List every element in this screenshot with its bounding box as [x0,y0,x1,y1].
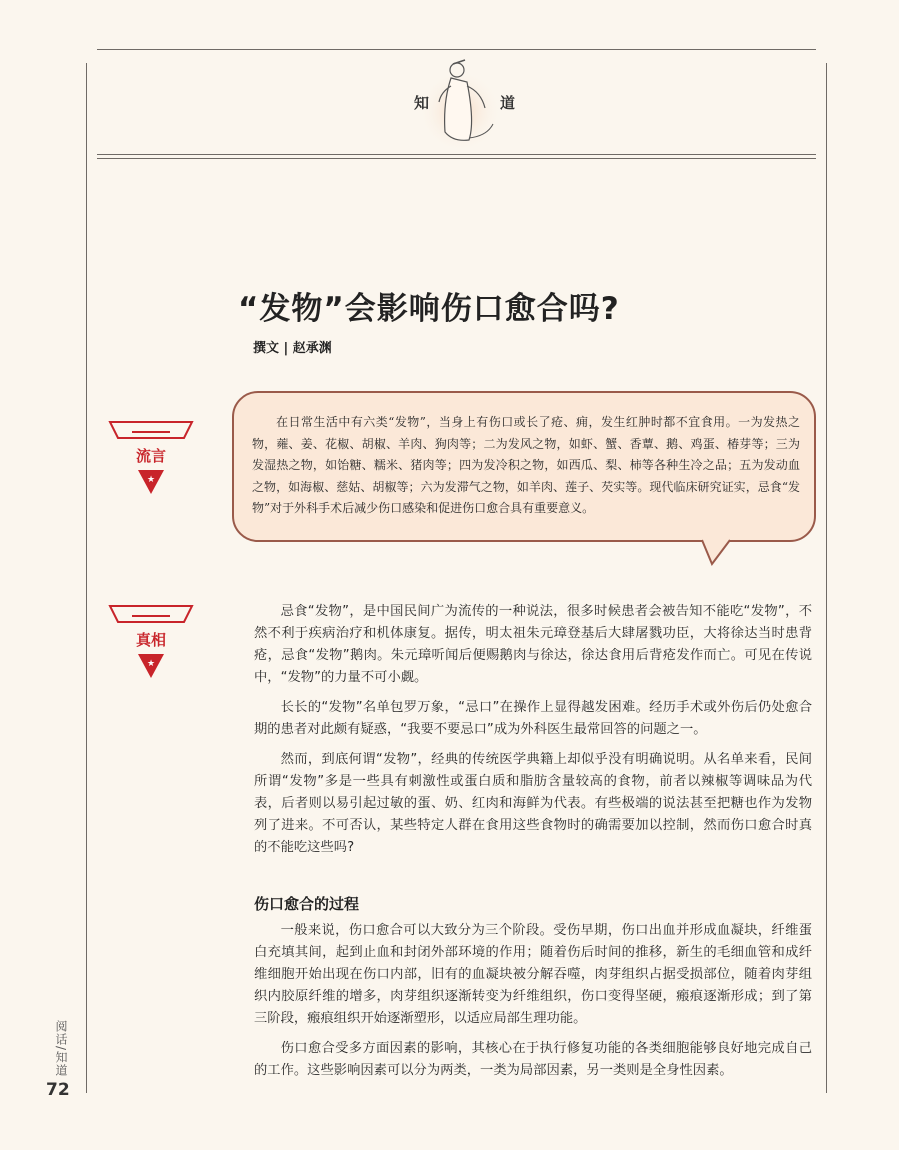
top-rule [97,49,816,50]
column-tag: 阅话/知道 [54,1020,68,1078]
truth-marker [108,602,194,678]
article-title: “发物”会影响伤口愈合吗? [238,291,620,327]
page-number: 72 [46,1080,70,1100]
section-paragraph: 伤口愈合受多方面因素的影响，其核心在于执行修复功能的各类细胞能够良好地完成自己的工作。这些影响因素可以分为两类，一类为局部因素，另一类则是全身性因素。 [254,1041,812,1078]
section-body [254,920,812,1090]
header-char-right: 道 [500,94,516,112]
rumor-marker [108,418,194,494]
svg-text:★: ★ [146,659,156,669]
header-rule-2 [97,158,816,159]
svg-text:★: ★ [146,475,156,485]
right-frame-rule [826,63,827,1093]
truth-body [254,601,812,867]
truth-paragraph: 忌食“发物”，是中国民间广为流传的一种说法，很多时候患者会被告知不能吃“发物”，不然不利于疾病治疗和机体康复。据传，明太祖朱元璋登基后大肆屠戮功臣，大将徐达当时患背疮，忌食“发物”鹅肉。朱元璋听闻后便赐鹅肉与徐达，徐达食用后背疮发作而亡。可见在传说中，“发物”的力量不可小觑。 [254,604,812,685]
article-byline: 撰文 | 赵承渊 [253,341,332,356]
truth-paragraph: 长长的“发物”名单包罗万象，“忌口”在操作上显得越发困难。经历手术或外伤后仍处愈合期的患者对此颇有疑惑，“我要不要忌口”成为外科医生最常回答的问题之一。 [254,700,812,737]
header-char-left: 知 [414,94,430,112]
rumor-paragraph: 在日常生活中有六类“发物”，当身上有伤口或长了疮、痈，发生红肿时都不宜食用。一为发热之物，蕹、姜、花椒、胡椒、羊肉、狗肉等；二为发风之物，如虾、蟹、香蕈、鹅、鸡蛋、椿芽等；三为发湿热之物，如饴糖、糯米、猪肉等；四为发冷积之物，如西瓜、梨、柿等各种生冷之品；五为发动血之物，如海椒、慈姑、胡椒等；六为发滞气之物，如羊肉、莲子、芡实等。现代临床研究证实，忌食“发物”对于外科手术后减少伤口感染和促进伤口愈合具有重要意义。 [252,415,800,516]
header-rule-1 [97,154,816,155]
section-heading: 伤口愈合的过程 [254,895,360,913]
section-paragraph: 一般来说，伤口愈合可以大致分为三个阶段。受伤早期，伤口出血并形成血凝块，纤维蛋白充填其间，起到止血和封闭外部环境的作用；随着伤后时间的推移，新生的毛细血管和成纤维细胞开始出现在伤口内部，旧有的血凝块被分解吞噬，肉芽组织占据受损部位，随着肉芽组织内胶原纤维的增多，肉芽组织逐渐转变为纤维组织，伤口变得坚硬，瘢痕逐渐形成；到了第三阶段，瘢痕组织开始逐渐塑形，以适应局部生理功能。 [254,923,812,1026]
bubble-tail-icon [700,538,740,568]
truth-label: 真相 [135,631,166,649]
left-frame-rule [86,63,87,1093]
rumor-text [252,412,800,520]
rumor-label: 流言 [135,447,166,465]
truth-paragraph: 然而，到底何谓“发物”，经典的传统医学典籍上却似乎没有明确说明。从名单来看，民间所谓“发物”多是一些具有刺激性或蛋白质和脂肪含量较高的食物，前者以辣椒等调味品为代表，后者则以易引起过敏的蛋、奶、红肉和海鲜为代表。有些极端的说法甚至把糖也作为发物列了进来。不可否认，某些特定人群在食用这些食物时的确需要加以控制，然而伤口愈合时真的不能吃这些吗? [254,752,812,855]
